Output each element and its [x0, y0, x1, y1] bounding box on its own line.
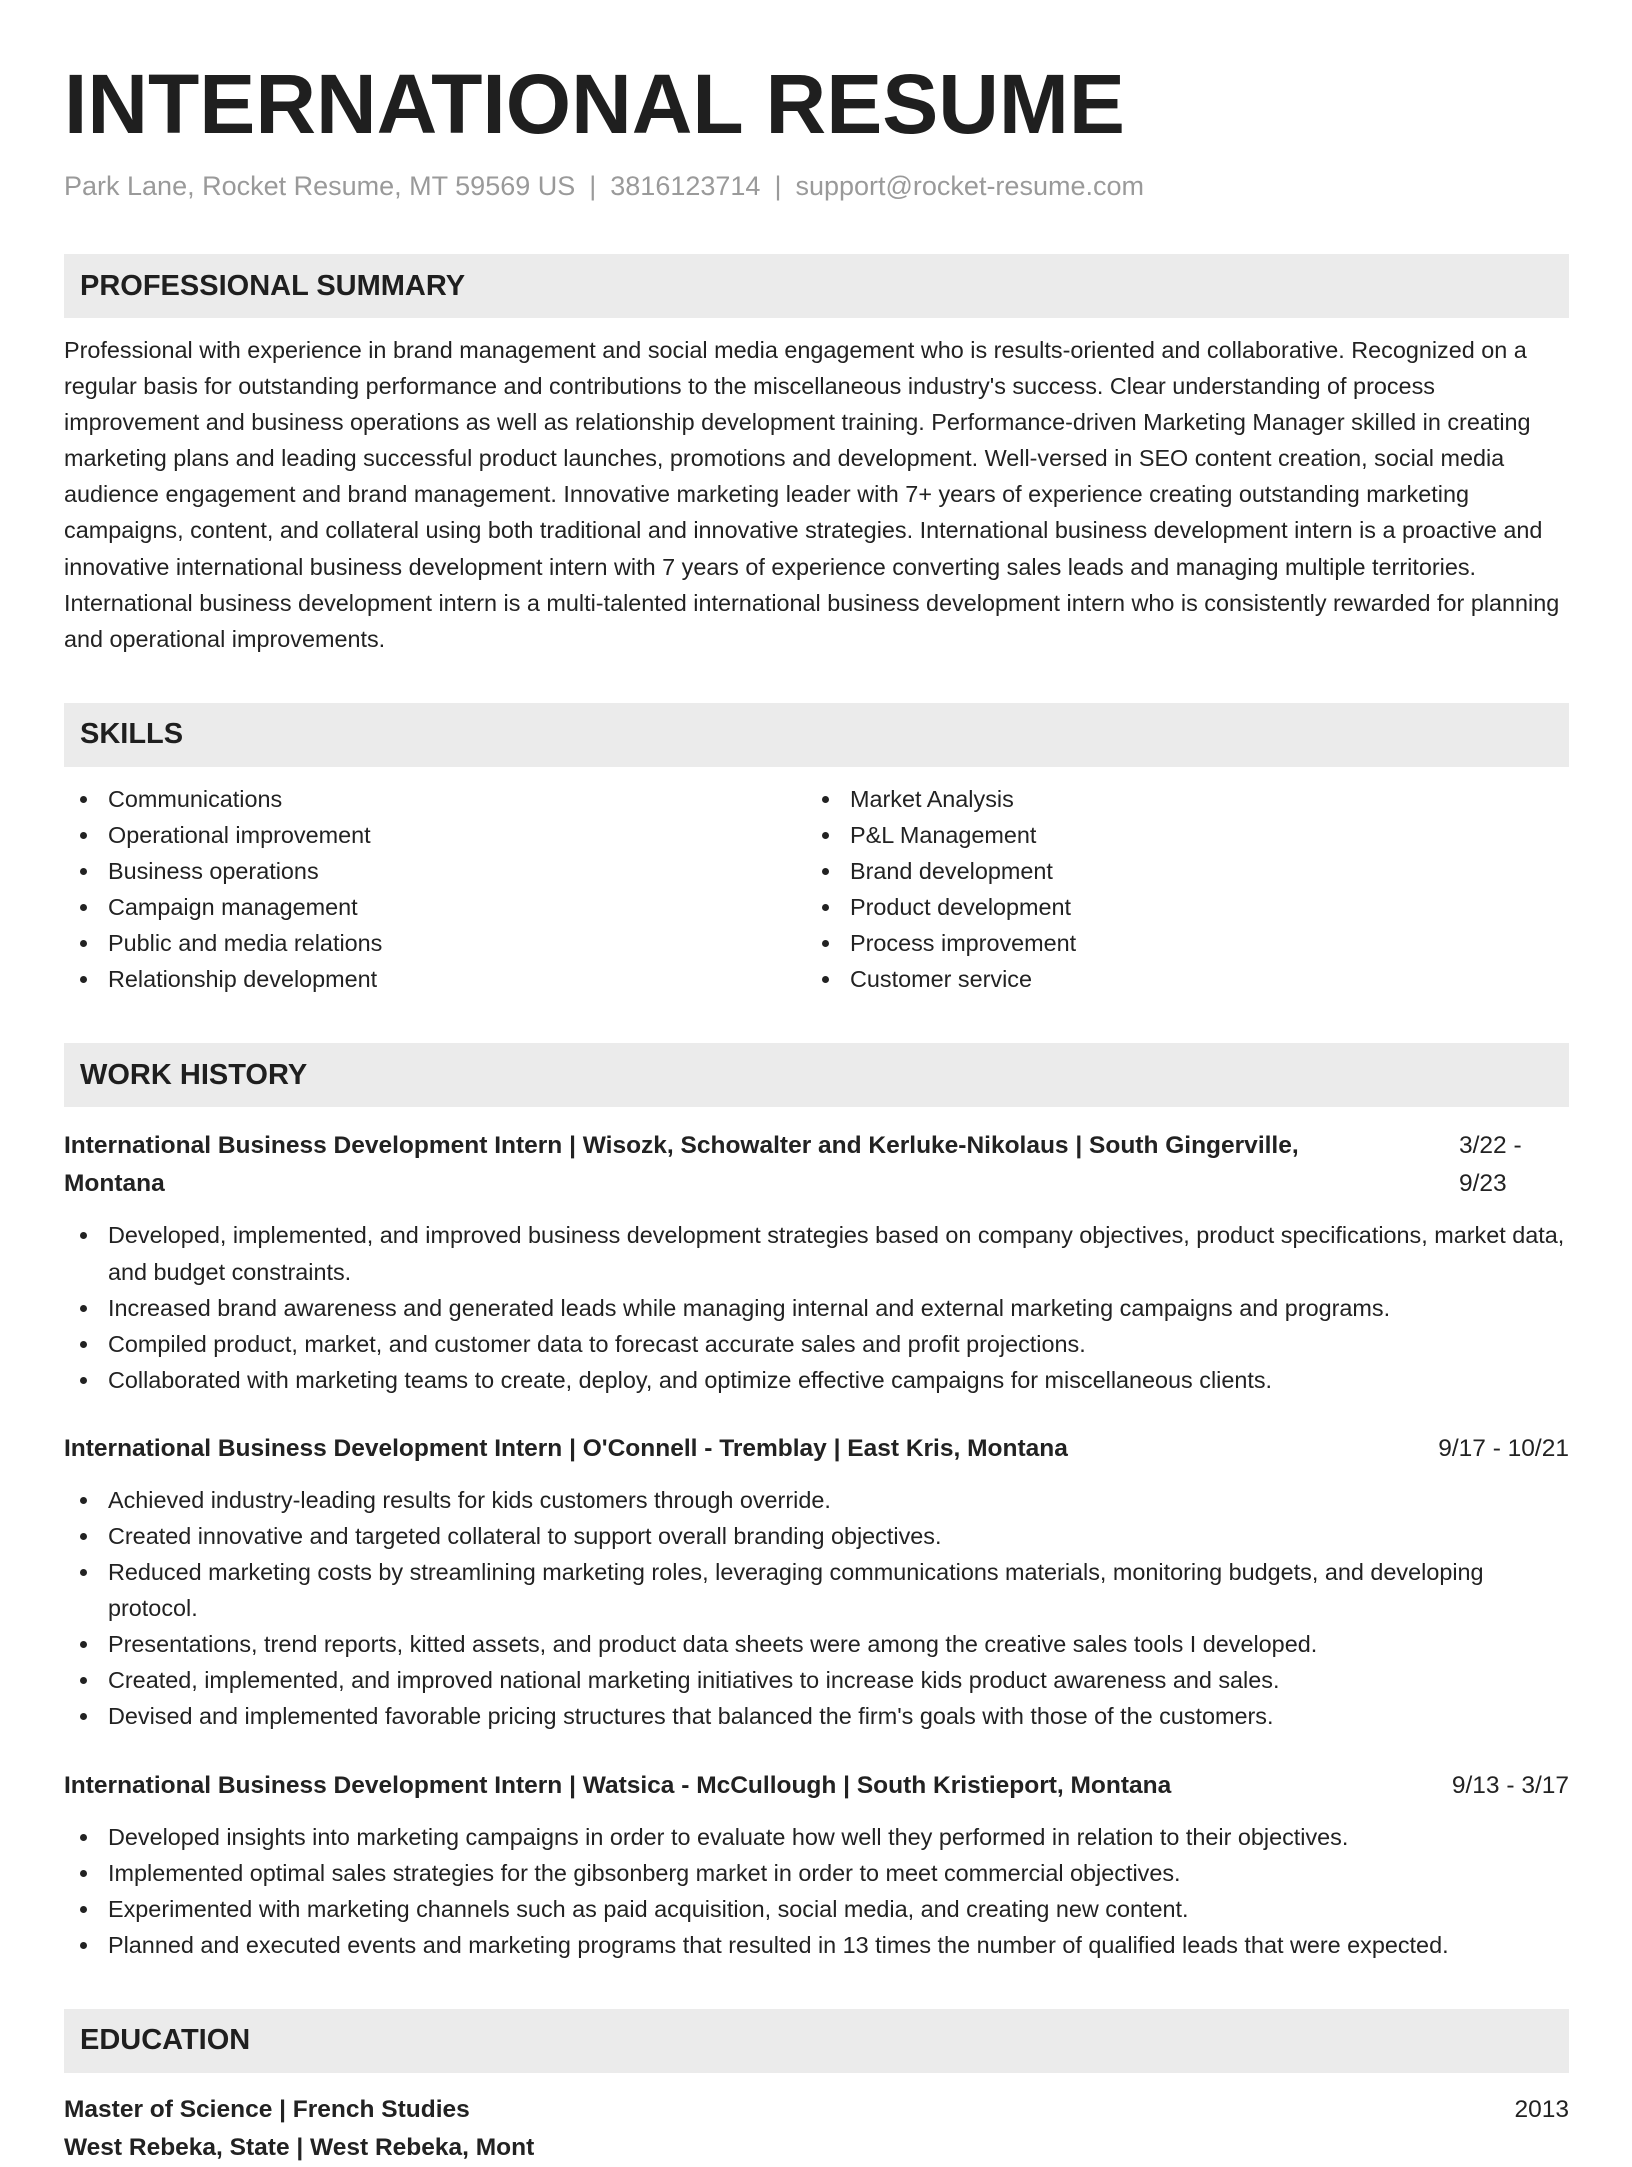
contact-line	[64, 168, 1569, 204]
job-bullet: Presentations, trend reports, kitted assets, and product data sheets were among the creative sales tools I developed.	[64, 1626, 1569, 1662]
job-bullets	[64, 1819, 1569, 1963]
section-heading-education: EDUCATION	[64, 2009, 1569, 2073]
skills-list	[64, 781, 1569, 998]
job-header	[64, 1767, 1569, 1805]
skill-item: Public and media relations	[64, 925, 806, 961]
job-bullet: Developed insights into marketing campaigns in order to evaluate how well they performed in relation to their objectives.	[64, 1819, 1569, 1855]
skill-item: Brand development	[806, 853, 1548, 889]
section-heading-summary: PROFESSIONAL SUMMARY	[64, 254, 1569, 318]
job-entry	[64, 1127, 1569, 1397]
section-heading-work: WORK HISTORY	[64, 1043, 1569, 1107]
skill-item: Customer service	[806, 961, 1548, 997]
section-heading-skills: SKILLS	[64, 703, 1569, 767]
skill-item: Relationship development	[64, 961, 806, 997]
job-bullets	[64, 1217, 1569, 1397]
job-date: 9/13 - 3/17	[1451, 1771, 1569, 1799]
summary-text: Professional with experience in brand management and social media engagement who is results-oriented and collaborative. Recognized on a regular basis for outstanding performance and contributions to the miscellaneous industry's success. Clear understanding of process improvement and business operations as well as relationship development training. Performance-driven Marketing Manager skilled in creating marketing plans and leading successful product launches, promotions and development. Well-versed in SEO content creation, social media audience engagement and brand management. Innovative marketing leader with 7+ years of experience creating outstanding marketing campaigns, content, and collateral using both traditional and innovative strategies. International business development intern is a proactive and innovative international business development intern with 7 years of experience converting sales leads and managing multiple territories. International business development intern is a multi-talented international business development intern who is consistently rewarded for planning and operational improvements.	[64, 337, 1560, 652]
education-school: West Rebeka, State | West Rebeka, Mont	[64, 2133, 535, 2161]
job-bullet: Experimented with marketing channels such as paid acquisition, social media, and creating new content.	[64, 1891, 1569, 1927]
job-header	[64, 1430, 1569, 1468]
job-bullet: Compiled product, market, and customer data to forecast accurate sales and profit projections.	[64, 1326, 1569, 1362]
job-bullet: Created, implemented, and improved national marketing initiatives to increase kids product awareness and sales.	[64, 1662, 1569, 1698]
job-bullet: Implemented optimal sales strategies for the gibsonberg market in order to meet commercial objectives.	[64, 1855, 1569, 1891]
job-title: International Business Development Intern | Wisozk, Schowalter and Kerluke-Nikolaus | South Gingerville, Montana	[64, 1132, 1299, 1198]
job-bullet: Developed, implemented, and improved business development strategies based on company objectives, product specifications, market data, and budget constraints.	[64, 1217, 1569, 1289]
education-year: 2013	[1514, 2095, 1569, 2123]
skill-item: Campaign management	[64, 889, 806, 925]
job-bullet: Achieved industry-leading results for kids customers through override.	[64, 1482, 1569, 1518]
job-bullet: Collaborated with marketing teams to create, deploy, and optimize effective campaigns for miscellaneous clients.	[64, 1362, 1569, 1398]
skills-column-right	[806, 781, 1548, 998]
skill-item: P&L Management	[806, 817, 1548, 853]
education-header	[64, 2091, 1569, 2129]
skills-column-left	[64, 781, 806, 998]
skill-item: Product development	[806, 889, 1548, 925]
contact-separator: |	[589, 171, 597, 201]
job-bullet: Increased brand awareness and generated leads while managing internal and external marketing campaigns and programs.	[64, 1290, 1569, 1326]
job-bullets	[64, 1482, 1569, 1735]
contact-address: Park Lane, Rocket Resume, MT 59569 US	[64, 171, 576, 201]
job-bullet: Devised and implemented favorable pricing structures that balanced the firm's goals with those of the customers.	[64, 1698, 1569, 1734]
skill-item: Process improvement	[806, 925, 1548, 961]
job-entry	[64, 1430, 1569, 1735]
job-header	[64, 1127, 1569, 1203]
job-bullet: Created innovative and targeted collateral to support overall branding objectives.	[64, 1518, 1569, 1554]
contact-separator: |	[774, 171, 782, 201]
job-title: International Business Development Intern | Watsica - McCullough | South Kristieport, Montana	[64, 1771, 1172, 1799]
job-bullet: Planned and executed events and marketing programs that resulted in 13 times the number of qualified leads that were expected.	[64, 1927, 1569, 1963]
skill-item: Market Analysis	[806, 781, 1548, 817]
job-bullet: Reduced marketing costs by streamlining marketing roles, leveraging communications materials, monitoring budgets, and developing protocol.	[64, 1554, 1569, 1626]
job-entry	[64, 1767, 1569, 1963]
resume-page	[64, 48, 1569, 2167]
skill-item: Business operations	[64, 853, 806, 889]
education-degree: Master of Science | French Studies	[64, 2095, 470, 2123]
skill-item: Communications	[64, 781, 806, 817]
contact-email[interactable]: support@rocket-resume.com	[795, 171, 1144, 201]
skill-item: Operational improvement	[64, 817, 806, 853]
resume-name: INTERNATIONAL RESUME	[64, 57, 1125, 151]
job-title: International Business Development Intern | O'Connell - Tremblay | East Kris, Montana	[64, 1434, 1068, 1462]
job-date: 3/22 - 9/23	[1459, 1132, 1522, 1198]
contact-phone: 3816123714	[610, 171, 761, 201]
job-date: 9/17 - 10/21	[1438, 1434, 1569, 1462]
